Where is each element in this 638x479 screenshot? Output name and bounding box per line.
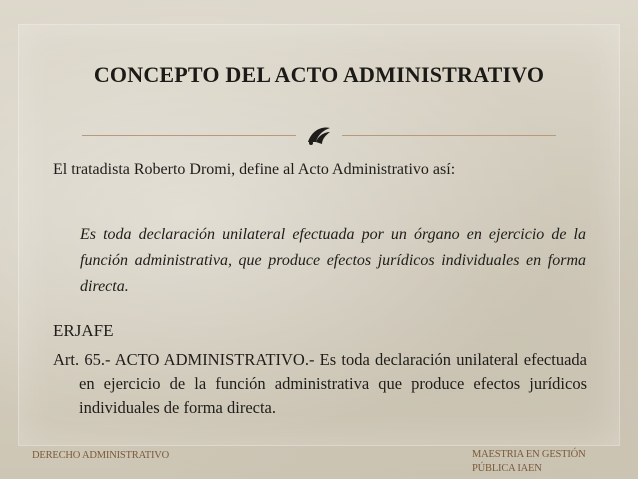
article-65-text: Art. 65.- ACTO ADMINISTRATIVO.- Es toda declaración unilateral efectuada en ejercicio de la función administrativa que produce efectos jurídicos individuales de forma directa. [53, 350, 587, 417]
title-divider [82, 128, 556, 144]
definition-quote: Es toda declaración unilateral efectuada por un órgano en ejercicio de la función administrativa, que produce efectos jurídicos individuales en forma directa. [80, 226, 586, 295]
slide-title: CONCEPTO DEL ACTO ADMINISTRATIVO [93, 62, 545, 87]
divider-line-right [342, 135, 556, 136]
footer-left: DERECHO ADMINISTRATIVO [32, 450, 170, 461]
article-65 [53, 348, 587, 420]
fleuron-ornament-icon [304, 122, 334, 148]
intro-text: El tratadista Roberto Dromi, define al Acto Administrativo así: [53, 161, 456, 178]
erjafe-heading: ERJAFE [53, 321, 114, 340]
divider-line-left [82, 135, 296, 136]
footer-right: MAESTRIA EN GESTIÓN PÚBLICA IAEN [472, 449, 586, 474]
